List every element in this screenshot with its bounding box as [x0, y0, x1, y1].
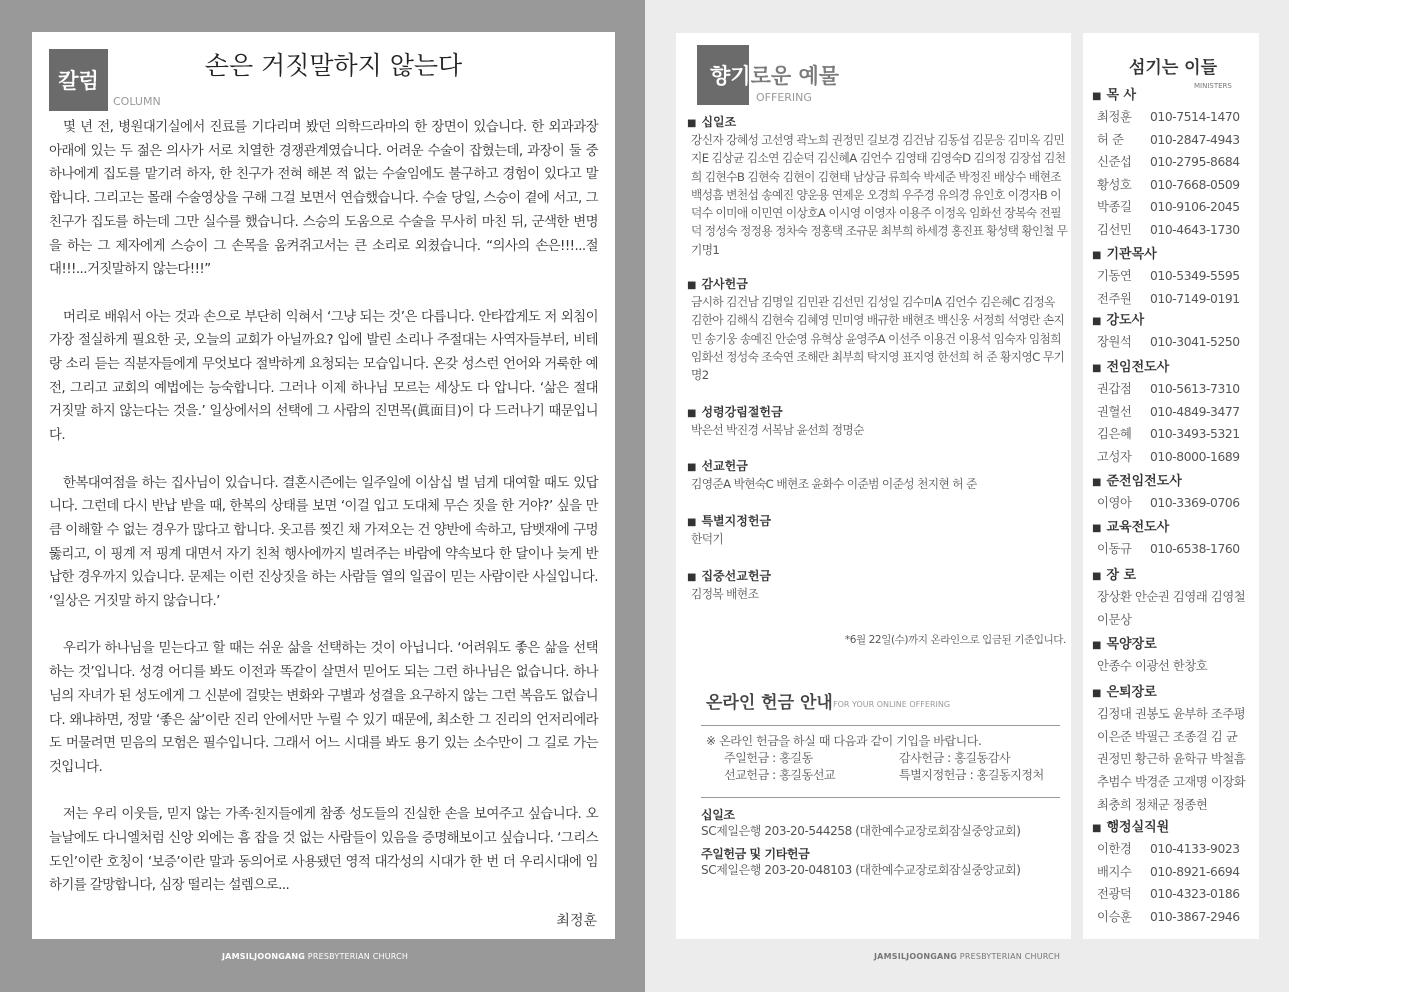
minister-group [1092, 634, 1259, 678]
account-title: 십일조 [701, 808, 735, 822]
offering-notice: *6월 22일(수)까지 온라인으로 입금된 기준입니다. [844, 634, 1066, 646]
minister-row [1092, 129, 1259, 152]
minister-row [1092, 401, 1259, 424]
minister-phone: 010-4643-1730 [1150, 222, 1240, 237]
minister-row [1092, 446, 1259, 469]
minister-phone: 010-3867-2946 [1150, 909, 1240, 924]
column-paragraph: 저는 우리 이웃들, 믿지 않는 가족·친지들에게 참종 성도들의 진실한 손을 보여주고 싶습니다. 오늘날에도 다니엘처럼 신앙 외에는 흠 잡을 것 없는 사람들이 있음을 증명해보이고 싶습니다. ‘그리스도인’이란 호칭이 ‘보증’이란 말과 동의어로 사용됐던 영적 대각성의 시대가 한 번 더 우리시대에 임하기를 갈망합니다, 심장 떨리는 설렘으로... [49, 807, 598, 894]
section-title: ■ 선교헌금 [687, 457, 1068, 475]
column-subtitle: COLUMN [113, 95, 161, 108]
minister-phone: 010-9106-2045 [1150, 200, 1240, 214]
minister-name: 이승훈 [1097, 909, 1132, 924]
offering-title-highlight: 향기 [710, 64, 751, 88]
minister-group-title: ■ 목 사 [1092, 85, 1259, 106]
guide-line: ※ 온라인 헌금을 하실 때 다음과 같이 기입을 바랍니다. [706, 734, 982, 748]
guide-row [706, 767, 1044, 784]
footer-left [222, 952, 408, 961]
minister-name: 신준섭 [1097, 155, 1132, 169]
section-names: 한덕기 [691, 532, 724, 546]
minister-group-title: ■ 행정실직원 [1092, 817, 1259, 838]
online-offering-guide [706, 733, 1044, 784]
elder-names: 권정민 황근하 윤학규 박철흠 [1097, 752, 1246, 767]
minister-name: 권갑점 [1097, 382, 1132, 396]
minister-phone: 010-3493-5321 [1150, 427, 1240, 441]
elder-names: 김정대 권봉도 윤부하 조주평 [1097, 707, 1246, 721]
footer-church-name: JAMSILJOONGANG [874, 952, 958, 961]
minister-group [1092, 244, 1259, 310]
divider [701, 725, 1060, 726]
minister-phone: 010-7514-1470 [1150, 110, 1240, 124]
column-paragraph: 한복대여점을 하는 집사님이 있습니다. 결혼시즌에는 일주일에 이삼십 벌 넘게 대여할 때도 있답니다. 그런데 다시 반납 받을 때, 한복의 상태를 보면 ‘이걸 입고 도대체 무슨 짓을 한 거야?’ 싶을 만큼 이해할 수 없는 경우가 많다고 합니다. 옷고름 찢긴 채 가져오는 건 양반에 속하고, 담뱃재에 구멍 뚫리고, 이 핑계 저 핑계 대면서 자기 친척 행사에까지 빌려주는 바람에 약속보다 한 달이나 늦게 반납한 경우까지 있습니다. 문제는 이런 진상짓을 하는 사람들 열의 일곱이 믿는 사람이란 사실입니다. ‘일상은 거짓말 하지 않습니다.’ [49, 475, 598, 610]
elder-names: 이은준 박필근 조종걸 김 균 [1097, 729, 1238, 744]
minister-group-title: ■ 준전임전도사 [1092, 471, 1259, 492]
minister-phone: 010-7149-0191 [1150, 291, 1240, 306]
minister-name: 이동규 [1097, 542, 1132, 556]
offering-section-tithe [687, 113, 1068, 259]
minister-phone: 010-7668-0509 [1150, 177, 1240, 192]
minister-phone: 010-6538-1760 [1150, 542, 1240, 556]
column-paragraph: 몇 년 전, 병원대기실에서 진료를 기다리며 봤던 의학드라마의 한 장면이 있습니다. 한 외과과장 아래에 있는 두 젊은 의사가 서로 치열한 경쟁관계였습니다. 어려운 수술이 잡혔는데, 과장이 둘 중 하나에게 집도를 맡기려 하자, 한 친구가 전혀 해본 적 없는 수술임에도 불구하고 경험이 있다고 말합니다. 그리고는 몰래 수술영상을 구해 그걸 보면서 연습했습니다. 수술 당일, 스승이 곁에 서고, 그 친구가 집도를 하는데 그만 실수를 했습니다. 스승의 도움으로 수술을 무사히 마친 뒤, 군색한 변명을 하는 그 제자에게 스승이 그 손목을 움켜쥐고서는 큰 소리로 외쳤습니다. “의사의 손은!!!...절대!!!...거짓말하지 않는다!!!” [49, 120, 598, 278]
minister-group [1092, 357, 1259, 468]
minister-group-title: ■ 교육전도사 [1092, 517, 1259, 538]
minister-row [1092, 331, 1259, 354]
minister-group-title: ■ 강도사 [1092, 310, 1259, 331]
minister-name: 박종길 [1097, 200, 1132, 214]
minister-row [1092, 423, 1259, 446]
elder-names: 추범수 박경준 고재명 이장화 [1097, 775, 1246, 790]
offering-subtitle: OFFERING [756, 91, 812, 104]
minister-phone: 010-2795-8684 [1150, 155, 1240, 169]
offering-panel [676, 33, 1071, 939]
guide-example: 선교헌금 : 홍길동선교 [724, 768, 836, 782]
minister-name: 전광덕 [1097, 887, 1132, 901]
offering-section-focused-mission [687, 567, 1068, 603]
minister-name: 기동연 [1097, 269, 1132, 283]
minister-phone: 010-4849-3477 [1150, 404, 1240, 419]
footer-church-suffix: PRESBYTERIAN CHURCH [305, 952, 409, 961]
section-title: ■ 감사헌금 [687, 275, 1068, 293]
column-body [49, 116, 598, 922]
minister-group [1092, 310, 1259, 354]
minister-phone: 010-3041-5250 [1150, 335, 1240, 349]
minister-row [1092, 378, 1259, 401]
minister-name: 배지수 [1097, 864, 1132, 879]
minister-row [1092, 174, 1259, 197]
minister-group [1092, 817, 1259, 928]
minister-row [1092, 196, 1259, 219]
minister-name: 이영아 [1097, 496, 1132, 510]
minister-group [1092, 682, 1259, 817]
footer-right [874, 952, 1060, 961]
minister-group-title: ■ 장 로 [1092, 565, 1259, 586]
section-title: ■ 십일조 [687, 113, 1068, 131]
section-title: ■ 집중선교헌금 [687, 567, 1068, 585]
section-names: 김영준A 박현숙C 배현조 윤화수 이준범 이준성 천지현 허 준 [691, 477, 977, 491]
minister-row [1092, 906, 1259, 929]
section-title: ■ 특별지정헌금 [687, 512, 1068, 530]
account-general [701, 847, 1021, 878]
online-offering-subtitle: FOR YOUR ONLINE OFFERING [833, 700, 951, 709]
account-title: 주일헌금 및 기타헌금 [701, 847, 810, 861]
minister-phone: 010-8000-1689 [1150, 449, 1240, 464]
minister-group [1092, 85, 1259, 241]
footer-church-suffix: PRESBYTERIAN CHURCH [957, 952, 1061, 961]
column-title: 손은 거짓말하지 않는다 [204, 51, 463, 80]
minister-name: 고성자 [1097, 449, 1132, 464]
section-title: ■ 성령강림절헌금 [687, 403, 1068, 421]
offering-title-rest: 로운 예물 [750, 64, 840, 88]
ministers-title: 섬기는 이들 [1129, 58, 1218, 78]
ministers-panel [1083, 33, 1259, 939]
offering-section-pentecost [687, 403, 1068, 439]
divider [701, 797, 1060, 798]
minister-group-title: ■ 은퇴장로 [1092, 682, 1259, 703]
section-names: 김정복 배현조 [691, 587, 759, 601]
elder-names: 최충희 정채군 정종현 [1097, 797, 1208, 812]
minister-name: 김선민 [1097, 222, 1132, 237]
online-offering-title: 온라인 헌금 안내 [706, 693, 833, 713]
minister-row [1092, 219, 1259, 242]
elder-names: 안종수 이광선 한창호 [1097, 659, 1208, 673]
minister-group-title: ■ 전임전도사 [1092, 357, 1259, 378]
minister-group-title: ■ 기관목사 [1092, 244, 1259, 265]
column-paragraph: 머리로 배워서 아는 것과 손으로 부단히 익혀서 ‘그냥 되는 것’은 다릅니다. 안타깝게도 저 외침이 가장 절실하게 필요한 곳, 오늘의 교회가 아닐까요? 입에 발린 소리나 주절대는 사역자들부터, 비테랑 소리 듣는 직분자들에게 무엇보다 절박하게 요청되는 모습입니다. 온갖 성스런 언어와 거룩한 예전, 그리고 교회의 예법에는 능숙합니다. 그러나 이제 하나님 모르는 세상도 다 압니다. ‘삶은 절대 거짓말 하지 않는다는 것을.’ 일상에서의 선택에 그 사람의 진면목(眞面目)이 다 드러나기 때문입니다. [49, 309, 598, 444]
guide-example: 감사헌금 : 홍길동감사 [899, 751, 1011, 765]
minister-row [1092, 838, 1259, 861]
minister-phone: 010-3369-0706 [1150, 496, 1240, 510]
minister-group [1092, 471, 1259, 515]
account-number: SC제일은행 203-20-048103 (대한예수교장로회잠실중앙교회) [701, 862, 1021, 877]
minister-name: 허 준 [1097, 132, 1124, 147]
section-names: 금시하 김건남 김명일 김민관 김선민 김성일 김수미A 김언수 김은혜C 김정옥 김한아 김해식 김현숙 김혜영 민미영 배규한 배현조 백신웅 서정희 석영란 손지민 송기웅 송예진 안순영 유혁상 윤영주A 이선주 이용건 이용석 임숙자 임첨희 임화선 정성숙 조숙연 조해란 최부희 탁지영 표지영 한선희 허 준 황지영C 무기명2 [691, 295, 1065, 383]
offering-section-thanks [687, 275, 1068, 384]
minister-phone: 010-4323-0186 [1150, 887, 1240, 901]
minister-row [1092, 151, 1259, 174]
minister-name: 권혈선 [1097, 404, 1132, 419]
minister-phone: 010-2847-4943 [1150, 132, 1240, 147]
column-badge: 칼럼 [49, 49, 108, 111]
minister-row [1092, 265, 1259, 288]
minister-name: 전주원 [1097, 291, 1132, 306]
minister-row [1092, 106, 1259, 129]
minister-group [1092, 565, 1259, 631]
minister-row [1092, 492, 1259, 515]
minister-name: 최정훈 [1097, 110, 1132, 124]
minister-name: 김은혜 [1097, 427, 1132, 441]
offering-section-designated [687, 512, 1068, 548]
minister-group [1092, 517, 1259, 561]
account-number: SC제일은행 203-20-544258 (대한예수교장로회잠실중앙교회) [701, 823, 1021, 838]
minister-name: 이한경 [1097, 842, 1132, 856]
minister-group-title: ■ 목양장로 [1092, 634, 1259, 655]
column-paragraph: 우리가 하나님을 믿는다고 할 때는 쉬운 삶을 선택하는 것이 아닙니다. ‘어려워도 좋은 삶을 선택하는 것’입니다. 성경 어디를 봐도 이전과 똑같이 살면서 믿어도 되는 그런 하나님은 없습니다. 하나님의 자녀가 된 성도에게 그 신분에 걸맞는 변화와 구별과 성결을 요구하지 않는 그런 복음도 없습니다. 왜냐하면, 정말 ‘좋은 삶’이란 진리 안에서만 누릴 수 있기 때문에, 최소한 그 진리의 언저리에라도 머물려면 믿음의 모험은 필수입니다. 그래서 어느 시대를 봐도 용기 있는 소수만이 그 길로 가는 것입니다. [49, 641, 598, 775]
minister-row [1092, 883, 1259, 906]
guide-row [706, 750, 1044, 767]
guide-example: 특별지정헌금 : 홍길동지정처 [899, 768, 1044, 782]
elder-names: 장상환 안순권 김영래 김영철 [1097, 590, 1246, 604]
offering-title [710, 60, 839, 90]
minister-phone: 010-5349-5595 [1150, 269, 1240, 283]
minister-phone: 010-4133-9023 [1150, 842, 1240, 856]
minister-phone: 010-5613-7310 [1150, 382, 1240, 396]
column-author: 최정훈 [556, 913, 597, 929]
ministers-subtitle: MINISTERS [1194, 82, 1232, 90]
minister-name: 장원석 [1097, 335, 1132, 349]
minister-phone: 010-8921-6694 [1150, 864, 1240, 879]
column-panel [32, 32, 615, 939]
minister-name: 황성호 [1097, 177, 1132, 192]
elder-names: 이문상 [1097, 612, 1132, 627]
guide-example: 주일헌금 : 홍길동 [724, 751, 813, 765]
minister-row [1092, 288, 1259, 311]
offering-section-mission [687, 457, 1068, 493]
section-names: 박은선 박진경 서복남 윤선희 정명순 [691, 423, 864, 437]
section-names: 강신자 강혜성 고선영 곽노희 권정민 길보경 김건남 김동섭 김문응 김미옥 김민지E 김상균 김소연 김순덕 김신혜A 김언수 김영태 김영숙D 김의정 김장섭 김천희 김현수B 김현숙 김현이 김현태 남상금 류희숙 박세준 박정진 배상수 배현조 백성흠 변천섭 송예진 양운용 연제운 오경희 우주경 유의경 유인호 이경자B 이덕수 이미애 이민연 이상호A 이시영 이영자 이용주 이정옥 임화선 장복숙 전필덕 정성숙 정정용 정차숙 정홍택 조규문 최부희 하세경 홍진표 황성택 황인철 무기명1 [691, 133, 1068, 257]
minister-row [1092, 538, 1259, 561]
account-tithe [701, 808, 1021, 839]
minister-row [1092, 861, 1259, 884]
footer-church-name: JAMSILJOONGANG [222, 952, 306, 961]
